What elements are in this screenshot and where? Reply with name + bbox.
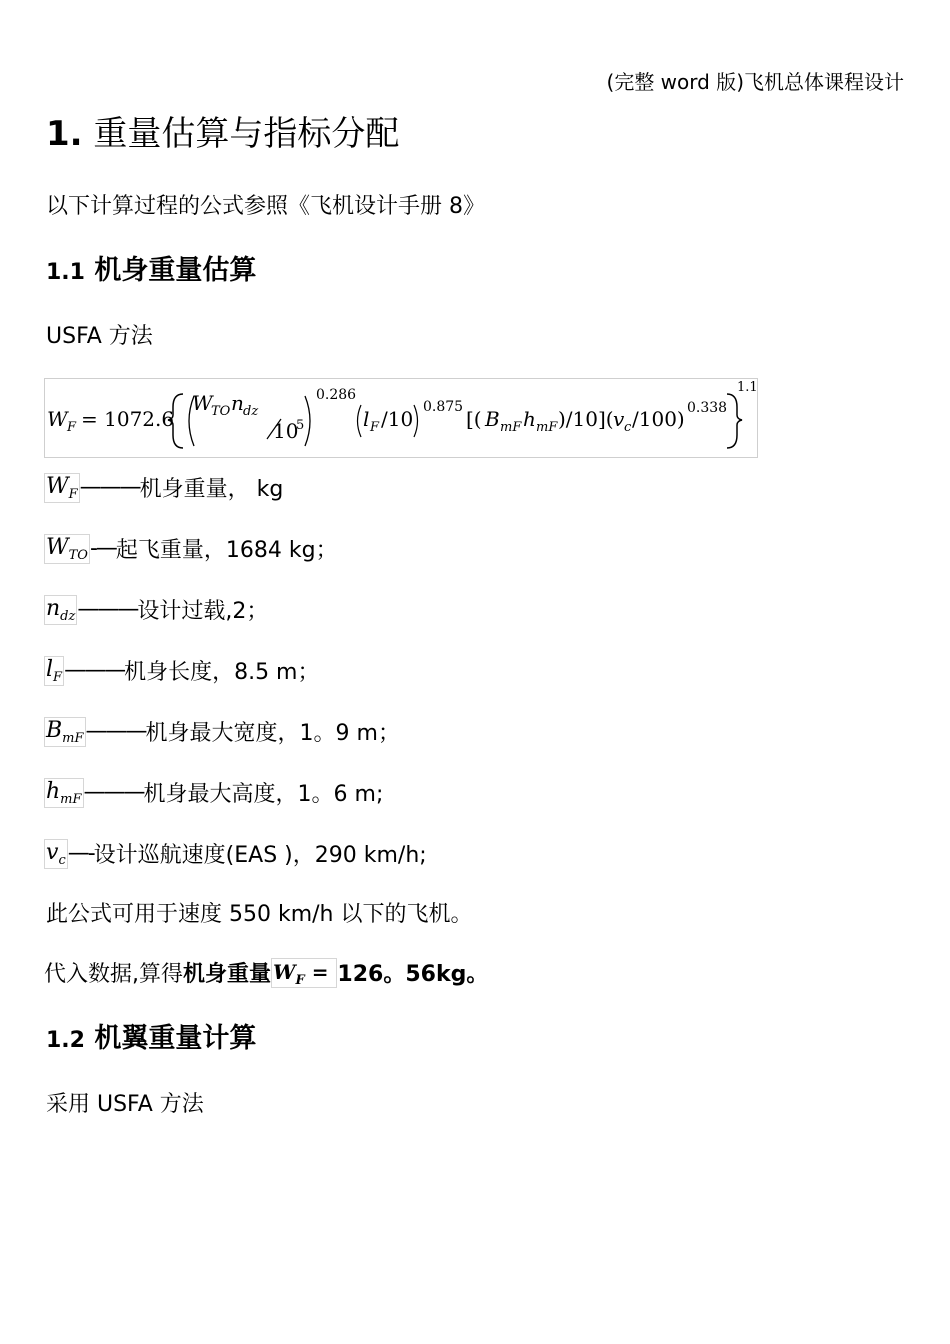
svg-text:TO: TO <box>211 404 231 419</box>
section-1-2-heading <box>46 1016 256 1055</box>
definition-row: $W_{TO}$ -— 起飞重量，1684 kg； <box>46 534 338 563</box>
definition-text: 起飞重量，1684 kg； <box>115 538 338 563</box>
svg-text:= 1072.6: = 1072.6 <box>81 407 175 431</box>
symbol-n-dz: $n_{dz}$ <box>46 595 76 624</box>
section-1-1-method: USFA 方法 <box>46 324 153 349</box>
symbol-w-to: $W_{TO}$ <box>46 534 88 563</box>
document-header-title: (完整 word 版)飞机总体课程设计 <box>606 70 904 94</box>
definition-row: $W_F$ ——— 机身重量， kg <box>46 473 284 502</box>
formula-w: W <box>47 407 68 431</box>
definition-text: 机身重量， kg <box>139 477 284 502</box>
symbol-l-f: $l_F$ <box>46 656 63 685</box>
section-1-2-method: 采用 USFA 方法 <box>46 1092 204 1117</box>
definition-row: $v_c$ —- 设计巡航速度(EAS )，290 km/h; <box>46 839 427 868</box>
definition-text: 设计过载,2； <box>137 599 269 624</box>
svg-text:10: 10 <box>273 419 299 443</box>
section-1-1-number: 1.1 <box>46 260 85 285</box>
svg-text:0.338: 0.338 <box>687 400 728 416</box>
symbol-h-mf: $h_{mF}$ <box>46 778 82 807</box>
section-1-intro: 以下计算过程的公式参照《飞机设计手册 8》 <box>46 194 485 219</box>
definition-text: 机身最大宽度，1。9 m； <box>145 721 400 746</box>
definition-text: 机身长度，8.5 m； <box>124 660 320 685</box>
svg-text:0.286: 0.286 <box>316 387 357 403</box>
svg-text:B: B <box>485 407 500 431</box>
svg-text:/100): /100) <box>632 407 685 431</box>
section-1-title: 重量估算与指标分配 <box>93 114 400 154</box>
svg-text:1.1: 1.1 <box>737 380 758 395</box>
definition-text: 机身最大高度，1。6 m; <box>143 782 384 807</box>
svg-text:h: h <box>523 407 536 431</box>
symbol-b-mf: $B_{mF}$ <box>46 717 84 746</box>
svg-text:l: l <box>363 407 370 431</box>
svg-text:0.875: 0.875 <box>423 399 464 415</box>
symbol-w-f: $W_F$ <box>46 473 78 502</box>
svg-text:/10: /10 <box>381 407 414 431</box>
section-1-2-number: 1.2 <box>46 1028 85 1053</box>
svg-text:5: 5 <box>296 418 305 433</box>
svg-text:[(: [( <box>466 407 482 431</box>
definition-row: $h_{mF}$ ——— 机身最大高度，1。6 m; <box>46 778 384 807</box>
svg-text:F: F <box>370 420 380 435</box>
svg-text:W: W <box>192 391 213 415</box>
svg-text:c: c <box>624 420 632 435</box>
svg-text:n: n <box>231 391 244 415</box>
formula-applicability-note: 此公式可用于速度 550 km/h 以下的飞机。 <box>46 902 473 927</box>
svg-text:dz: dz <box>243 404 259 419</box>
section-1-heading <box>46 106 399 155</box>
svg-text:mF: mF <box>500 420 522 435</box>
symbol-w-f-result: $W_F$ = <box>271 958 337 988</box>
formula-graphic <box>45 379 759 459</box>
definition-row: $n_{dz}$ ——— 设计过载,2； <box>46 595 269 624</box>
section-1-2-title: 机翼重量计算 <box>94 1023 257 1054</box>
svg-text:)/10](: )/10]( <box>558 407 614 431</box>
section-1-number: 1. <box>46 114 83 154</box>
svg-text:F: F <box>67 420 77 435</box>
result-value: 126。56kg。 <box>337 962 489 987</box>
fuselage-weight-result: 代入数据,算得 机身重量 $W_F$ = 126。56kg。 <box>44 957 488 988</box>
fuselage-weight-formula <box>44 378 758 458</box>
definition-text: 设计巡航速度(EAS )，290 km/h; <box>93 843 427 868</box>
definition-row: $B_{mF}$ ——— 机身最大宽度，1。9 m； <box>46 717 400 746</box>
definition-row: $l_F$ ——— 机身长度，8.5 m； <box>46 656 320 685</box>
svg-text:v: v <box>613 407 625 431</box>
symbol-v-c: $v_c$ <box>46 839 66 868</box>
section-1-1-title: 机身重量估算 <box>94 255 257 286</box>
section-1-1-heading <box>46 248 256 287</box>
svg-text:mF: mF <box>536 420 558 435</box>
